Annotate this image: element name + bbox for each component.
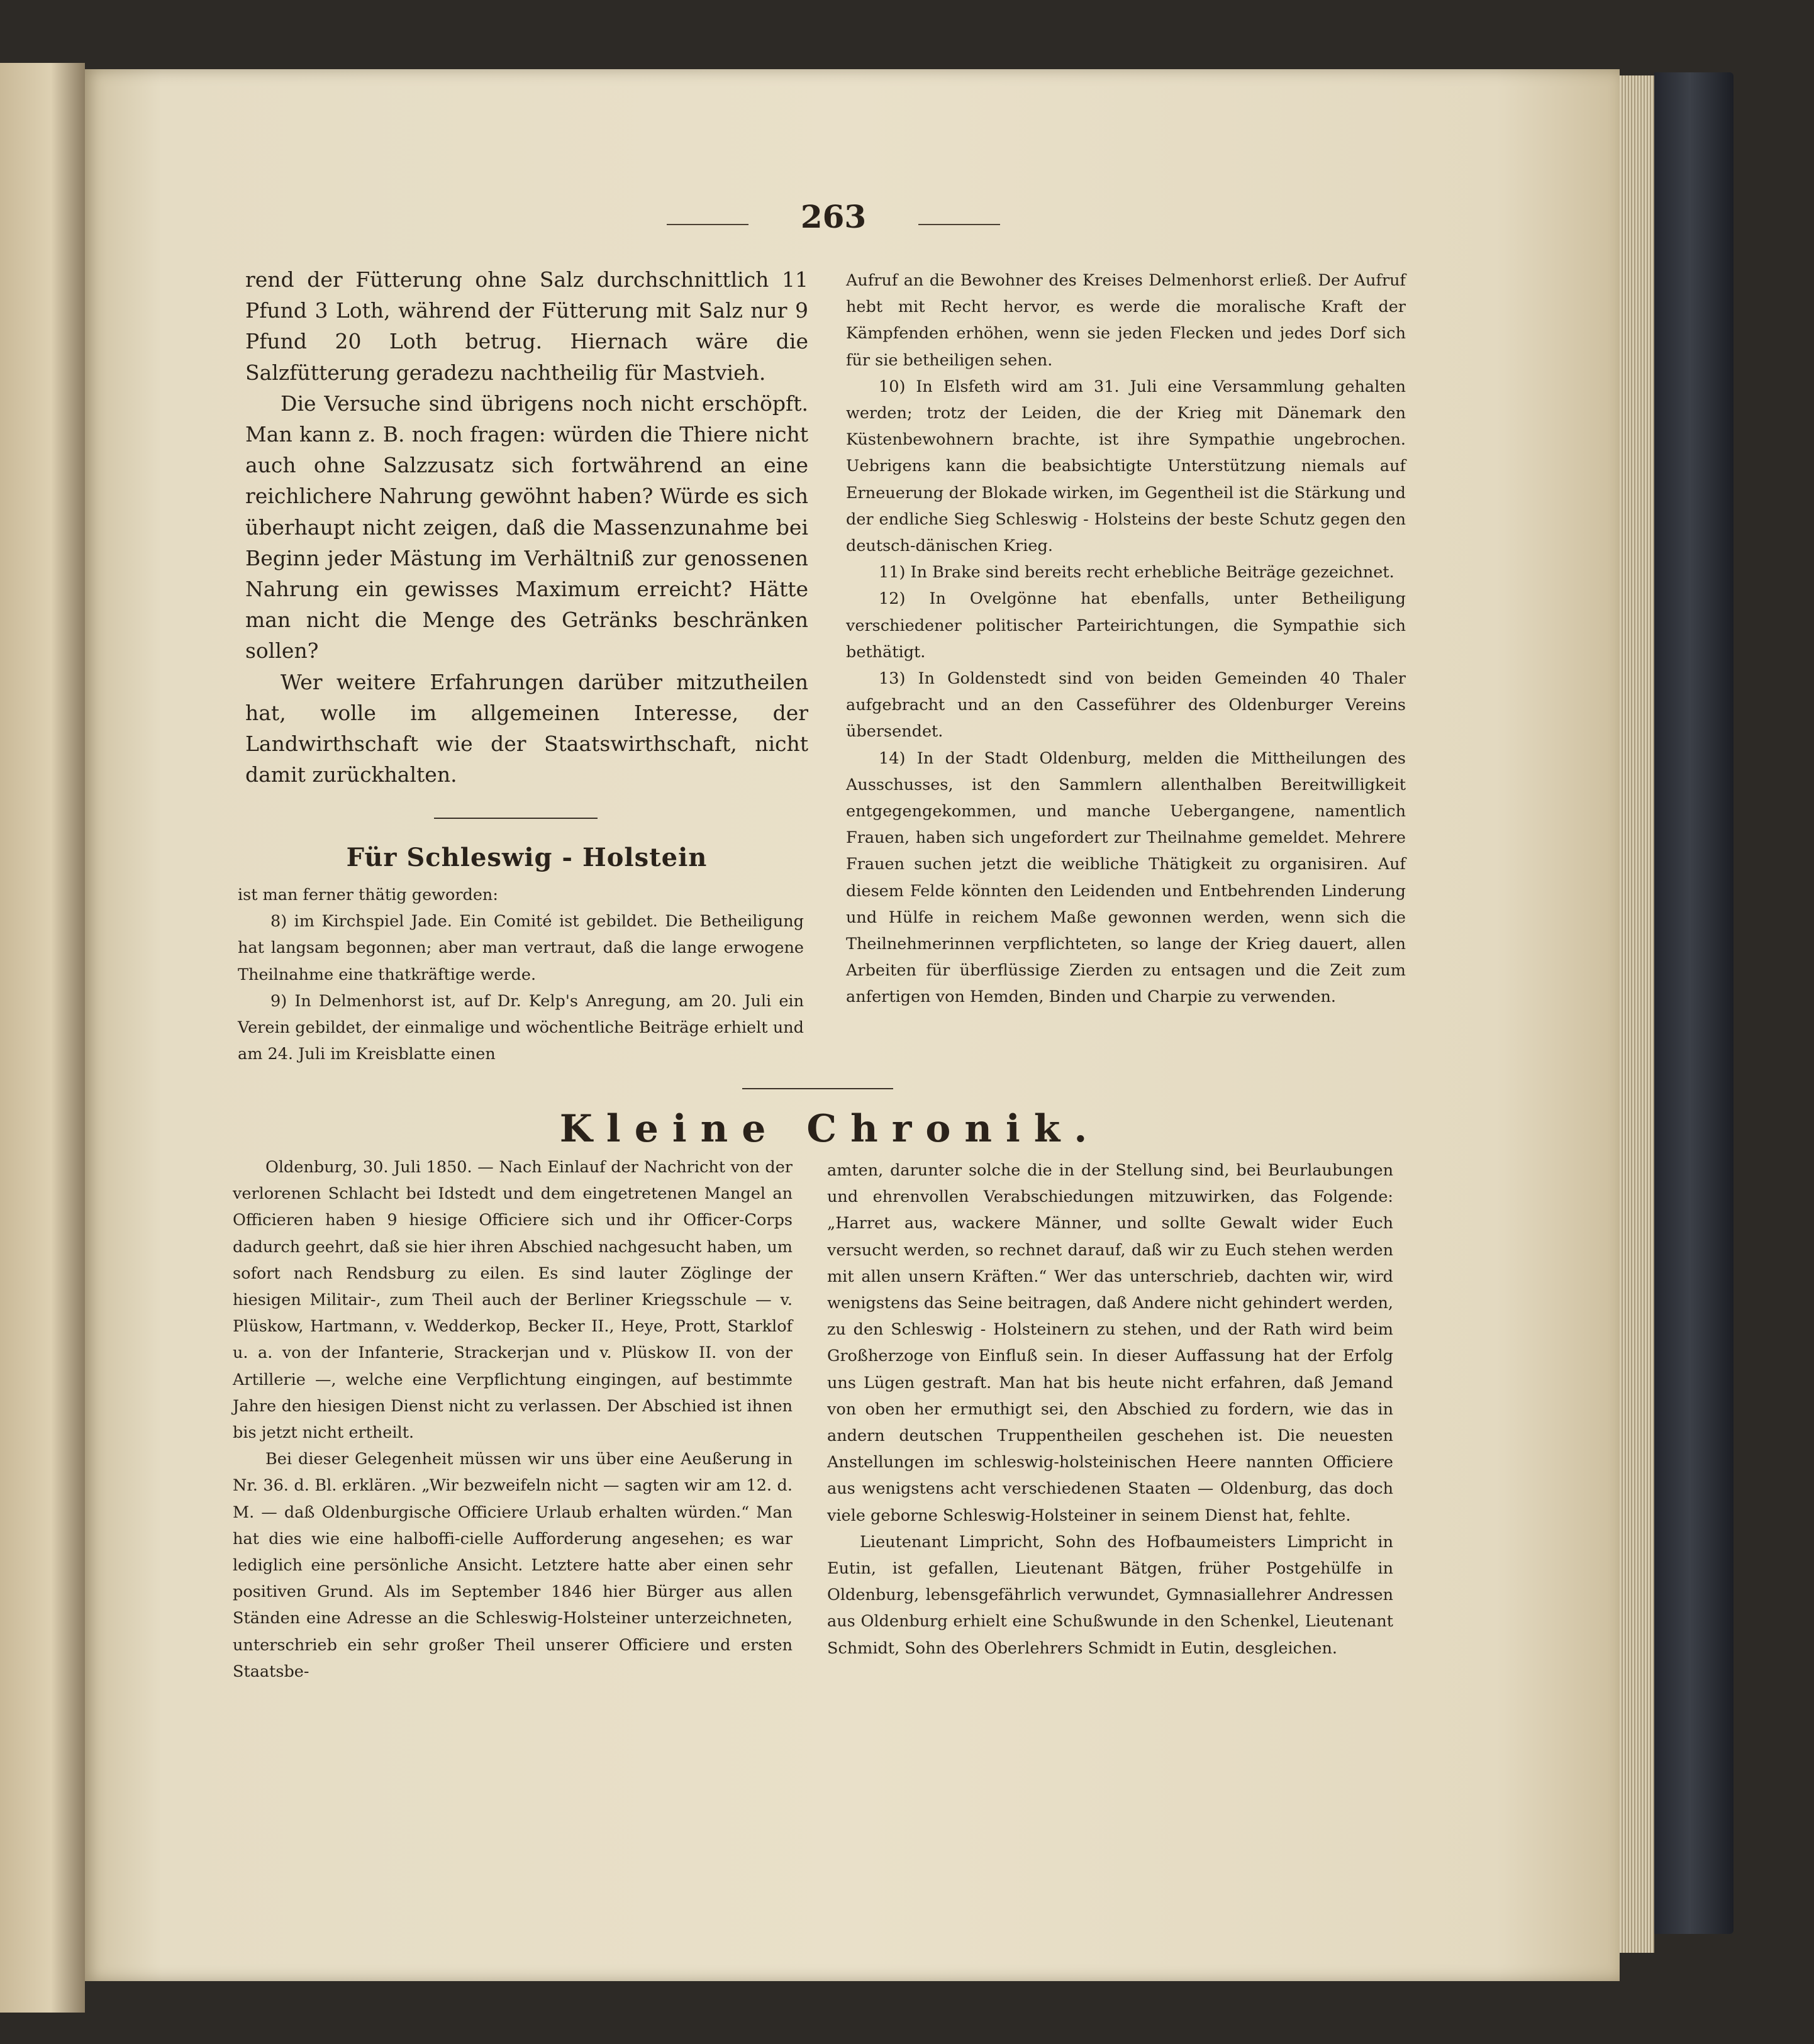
upper-right-column [846, 267, 1406, 1011]
paragraph: Die Versuche sind übrigens noch nicht erschöpft. Man kann z. B. noch fragen: würden die Thiere nicht auch ohne Salzzusatz sich fortwährend an eine reichlichere Nahrung gewöhnt haben? Würde es sich überhaupt nicht zeigen, daß die Massenzunahme bei Beginn jeder Mästung im Verhältniß zur genossenen Nahrung ein gewisses Maximum erreicht? Hätte man nicht die Menge des Getränks beschränken sollen? [245, 391, 808, 664]
paragraph: rend der Fütterung ohne Salz durchschnittlich 11 Pfund 3 Loth, während der Fütterung mit Salz nur 9 Pfund 20 Loth betrug. Hiernach wäre die Salzfütterung geradezu nachtheilig für Mastvieh. [245, 267, 808, 385]
page-number-rule-right [918, 224, 1000, 225]
page-number: 263 [800, 198, 867, 235]
upper-left-column [245, 264, 808, 790]
paragraph: Lieutenant Limpricht, Sohn des Hofbaumeisters Limpricht in Eutin, ist gefallen, Lieutenant Bätgen, früher Postgehülfe in Oldenburg, lebensgefährlich verwundet, Gymnasiallehrer Andressen aus Oldenburg erhielt eine Schußwunde in den Schenkel, Lieutenant Schmidt, Sohn des Oberlehrers Schmidt in Eutin, desgleichen. [827, 1532, 1393, 1658]
section-intro: ist man ferner thätig geworden: [238, 886, 498, 904]
paragraph: Wer weitere Erfahrungen darüber mitzutheilen hat, wolle im allgemeinen Interesse, der Landwirthschaft wie der Staatswirthschaft, nicht damit zurückhalten. [245, 669, 808, 787]
paragraph: Oldenburg, 30. Juli 1850. — Nach Einlauf der Nachricht von der verlorenen Schlacht bei Idstedt und dem eingetretenen Mangel an Officieren haben 9 hiesige Officiere sich und ihr Officer-Corps dadurch geehrt, daß sie hier ihren Abschied nachgesucht haben, um sofort nach Rendsburg zu eilen. Es sind lauter Zöglinge der hiesigen Militair-, zum Theil auch der Berliner Kriegsschule — v. Plüskow, Hartmann, v. Wedderkop, Becker II., Heye, Prott, Starklof u. a. von der Infanterie, Strackerjan und v. Plüskow II. von der Artillerie —, welche eine Verpflichtung eingingen, auf bestimmte Jahre den hiesigen Dienst nicht zu verlassen. Der Abschied ist ihnen bis jetzt nicht ertheilt. [233, 1158, 793, 1443]
book-cover [1654, 72, 1733, 1934]
paragraph: 14) In der Stadt Oldenburg, melden die Mittheilungen des Ausschusses, ist den Sammlern allenthalben Bereitwilligkeit entgegengekommen, und manche Uebergangene, namentlich Frauen, haben sich ungefordert zur Theilnahme gemeldet. Mehrere Frauen suchen jetzt die weibliche Thätigkeit zu organisiren. Auf diesem Felde könnten den Leidenden und Entbehrenden Linderung und Hülfe in reichem Maße gewonnen werden, wenn sich die Theilnehmerinnen verpflichteten, so lange der Krieg dauert, allen Arbeiten für überflüssige Zierden zu entsagen und die Zeit zum anfertigen von Hemden, Binden und Charpie zu verwenden. [846, 748, 1406, 1007]
paragraph: 8) im Kirchspiel Jade. Ein Comité ist gebildet. Die Betheiligung hat langsam begonnen; aber man vertraut, daß die lange erwogene Theilnahme eine thatkräftige werde. [238, 912, 804, 984]
lower-left-column [233, 1154, 793, 1685]
page-number-rule-left [667, 224, 748, 225]
chronicle-heading: Kleine Chronik. [559, 1107, 1101, 1151]
section-divider [434, 818, 598, 819]
paragraph: 10) In Elsfeth wird am 31. Juli eine Versammlung gehalten werden; trotz der Leiden, die der Krieg mit Dänemark den Küstenbewohnern brachte, ist ihre Sympathie ungebrochen. Uebrigens kann die beabsichtigte Unterstützung niemals auf Erneuerung der Blokade wirken, im Gegentheil ist die Stärkung und der endliche Sieg Schleswig - Holsteins der beste Schutz gegen den deutsch-dänischen Krieg. [846, 377, 1406, 556]
lower-right-column [827, 1157, 1393, 1662]
paragraph: Bei dieser Gelegenheit müssen wir uns über eine Aeußerung in Nr. 36. d. Bl. erklären. „Wir bezweifeln nicht — sagten wir am 12. d. M. — daß Oldenburgische Officiere Urlaub erhalten würden.“ Man hat dies wie eine halboffi-cielle Aufforderung angesehen; es war lediglich eine persönliche Ansicht. Letztere hatte aber einen sehr positiven Grund. Als im September 1846 hier Bürger aus allen Ständen eine Adresse an die Schleswig-Holsteiner unterzeichneten, unterschrieb ein sehr großer Theil unserer Officiere und ersten Staatsbe- [233, 1450, 793, 1681]
paragraph: 11) In Brake sind bereits recht erhebliche Beiträge gezeichnet. [879, 563, 1394, 582]
paragraph: amten, darunter solche die in der Stellung sind, bei Beurlaubungen und ehrenvollen Verabschiedungen mitzuwirken, das Folgende: „Harret aus, wackere Männer, und sollte Gewalt wider Euch versucht werden, so rechnet darauf, daß wir zu Euch stehen werden mit allen unsern Kräften.“ Wer das unterschrieb, dachten wir, wird wenigstens das Seine beitragen, daß Andere nicht gehindert werden, zu den Schleswig - Holsteinern zu stehen, und der Rath wird beim Großherzoge von Einfluß sein. In dieser Auffassung hat der Erfolg uns Lügen gestraft. Man hat bis heute nicht erfahren, daß Jemand von oben her ermuthigt sei, den Abschied zu fordern, wie das in andern deutschen Truppentheilen geschehen ist. Die neuesten Anstellungen im schleswig-holsteinischen Heere nannten Officiere aus wenigstens acht verschiedenen Staaten — Oldenburg, das doch viele geborne Schleswig-Holsteiner in seinem Dienst hat, fehlte. [827, 1161, 1393, 1525]
facing-page-edge [0, 63, 85, 2013]
paragraph: Aufruf an die Bewohner des Kreises Delmenhorst erließ. Der Aufruf hebt mit Recht hervor, es werde die moralische Kraft der Kämpfenden erhöhen, wenn sie jeden Flecken und jedes Dorf sich für sie betheiligen sehen. [846, 271, 1406, 370]
section-heading: Für Schleswig - Holstein [346, 843, 708, 872]
paragraph: 13) In Goldenstedt sind von beiden Gemeinden 40 Thaler aufgebracht und an den Casseführer des Oldenburger Vereins übersendet. [846, 669, 1406, 742]
section-column [238, 882, 804, 1067]
paragraph: 9) In Delmenhorst ist, auf Dr. Kelp's Anregung, am 20. Juli ein Verein gebildet, der einmalige und wöchentliche Beiträge erhielt und am 24. Juli im Kreisblatte einen [238, 991, 804, 1064]
paragraph: 12) In Ovelgönne hat ebenfalls, unter Betheiligung verschiedener politischer Parteirichtungen, die Sympathie sich bethätigt. [846, 589, 1406, 662]
chronicle-divider [742, 1088, 893, 1089]
page-edges [1620, 75, 1654, 1953]
